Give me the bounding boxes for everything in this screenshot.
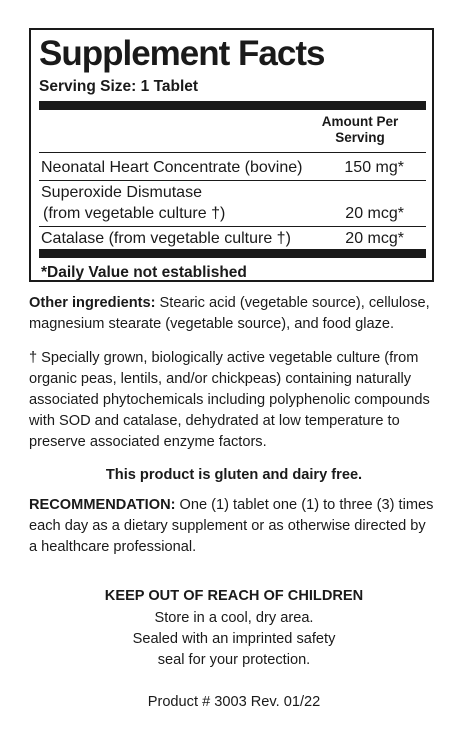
seal-notice: Sealed with an imprinted safety <box>132 631 336 647</box>
amount-per-serving-header <box>310 114 410 146</box>
amount-header-line1: Amount Per <box>321 114 399 129</box>
thick-divider-bottom <box>39 249 426 258</box>
culture-note <box>29 348 443 453</box>
product-info: Product # 3003 Rev. 01/22 <box>147 694 321 710</box>
ingredient-label-sub: (from vegetable culture †) <box>43 205 226 222</box>
storage-instruction: Store in a cool, dry area. <box>154 610 314 626</box>
culture-note-line: associated phytochemicals including polyphenolic compounds <box>29 392 430 408</box>
gluten-statement: This product is gluten and dairy free. <box>105 467 363 483</box>
ingredient-label: Neonatal Heart Concentrate (bovine) <box>41 159 303 176</box>
culture-note-line: † Specially grown, biologically active vegetable culture (from <box>29 350 419 366</box>
recommendation-text: One (1) tablet one (1) to three (3) times <box>175 497 434 513</box>
ingredient-label: Catalase (from vegetable culture †) <box>41 230 291 247</box>
amount-header-line2: Serving <box>335 130 385 145</box>
serving-size: Serving Size: 1 Tablet <box>39 78 199 95</box>
facts-title: Supplement Facts <box>39 34 325 73</box>
seal-notice: seal for your protection. <box>157 652 311 668</box>
row-divider <box>39 226 426 227</box>
row-divider <box>39 152 426 153</box>
daily-value-note: *Daily Value not established <box>41 264 247 281</box>
ingredient-label: Superoxide Dismutase <box>41 184 202 201</box>
other-ingredients-text: magnesium stearate (vegetable source), and food glaze. <box>29 316 395 332</box>
other-ingredients-label: Other ingredients: <box>29 295 156 311</box>
recommendation <box>29 495 443 558</box>
recommendation-label: RECOMMENDATION: <box>29 497 176 513</box>
row-divider <box>39 180 426 181</box>
ingredient-amount: 150 mg* <box>344 159 404 176</box>
recommendation-text: a healthcare professional. <box>29 539 197 555</box>
supplement-facts-panel <box>29 28 434 282</box>
ingredient-amount: 20 mcg* <box>345 205 404 222</box>
thick-divider-top <box>39 101 426 110</box>
culture-note-line: organic peas, lentils, and/or chickpeas) containing naturally <box>29 371 412 387</box>
culture-note-line: with SOD and catalase, dehydrated at low temperature to <box>29 413 400 429</box>
recommendation-text: each day as a dietary supplement or as otherwise directed by <box>29 518 426 534</box>
other-ingredients-text: Stearic acid (vegetable source), cellulose, <box>155 295 430 311</box>
warning-heading: KEEP OUT OF REACH OF CHILDREN <box>104 588 364 604</box>
other-ingredients <box>29 293 443 335</box>
ingredient-amount: 20 mcg* <box>345 230 404 247</box>
culture-note-line: preserve associated enzyme factors. <box>29 434 267 450</box>
